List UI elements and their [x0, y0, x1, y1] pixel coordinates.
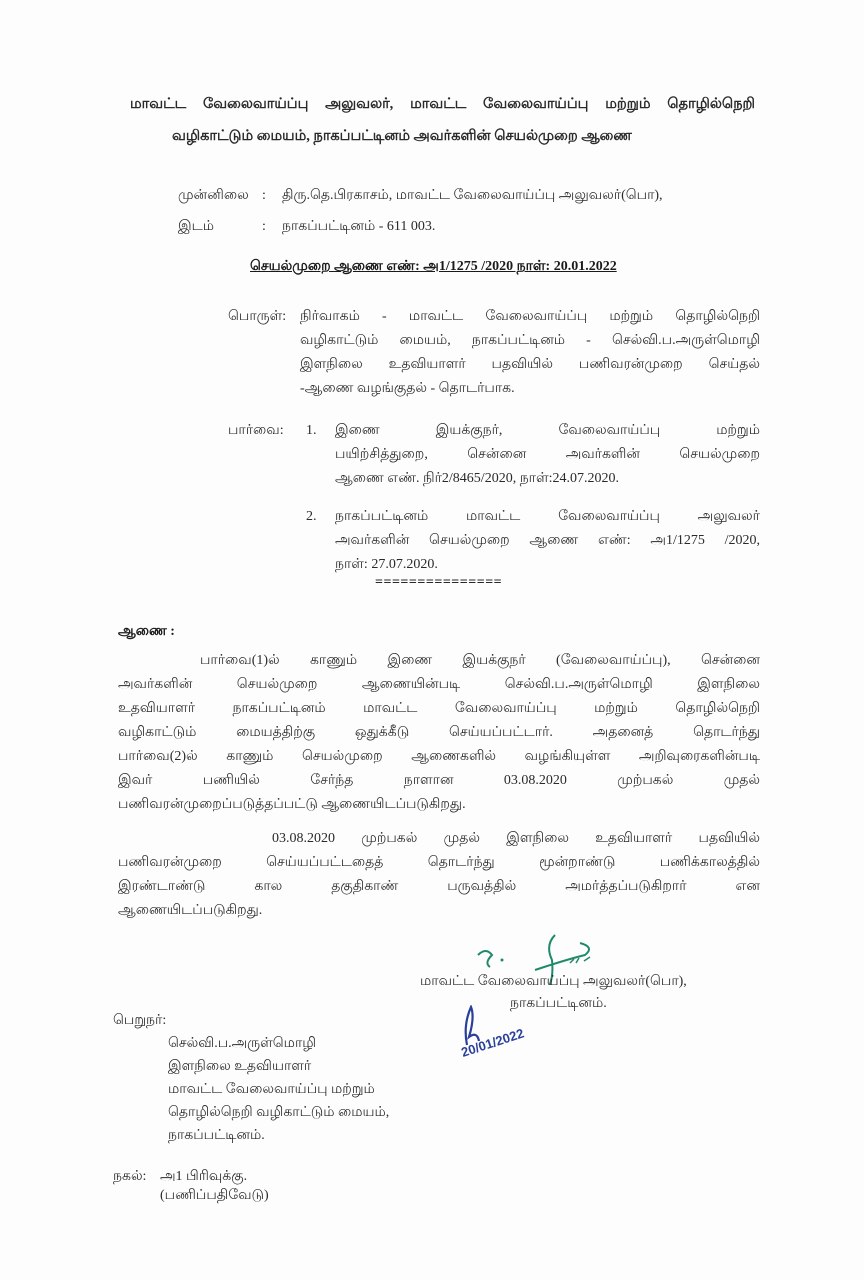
- reference-line: அவர்களின் செயல்முறை ஆணை எண்: அ1/1275 /2020,: [335, 533, 760, 548]
- order-para1-line: அவர்களின் செயல்முறை ஆணையின்படி செல்வி.ப.அருள்மொழி இளநிலை: [118, 677, 760, 692]
- signatory-place: நாகப்பட்டினம்.: [510, 996, 607, 1011]
- copy-label: நகல்:: [113, 1169, 147, 1184]
- reference-line: ஆணை எண். நிர்2/8465/2020, நாள்:24.07.2020.: [335, 471, 620, 486]
- subject-label: பொருள்:: [228, 309, 287, 324]
- order-para1-line: பார்வை(1)ல் காணும் இணை இயக்குநர் (வேலைவாய்ப்பு), சென்னை: [200, 653, 760, 668]
- recipient-line: இளநிலை உதவியாளர்: [168, 1059, 312, 1074]
- presence-colon: :: [262, 188, 266, 203]
- subject-line: வழிகாட்டும் மையம், நாகப்பட்டினம் - செல்வி.ப.அருள்மொழி: [300, 333, 760, 348]
- handwritten-date: 20/01/2022: [459, 1025, 526, 1060]
- initial-with-date: [455, 1005, 545, 1065]
- recipient-line: மாவட்ட வேலைவாய்ப்பு மற்றும்: [168, 1082, 375, 1097]
- order-para2-line: 03.08.2020 முற்பகல் முதல் இளநிலை உதவியாளர் பதவியில்: [272, 831, 760, 846]
- reference-line: நாள்: 27.07.2020.: [335, 557, 438, 572]
- subject-line: -ஆணை வழங்குதல் - தொடர்பாக.: [300, 381, 515, 396]
- order-para1-line: பார்வை(2)ல் காணும் செயல்முறை ஆணைகளில் வழங்கியுள்ள அறிவுரைகளின்படி: [118, 749, 760, 764]
- reference-line: இணை இயக்குநர், வேலைவாய்ப்பு மற்றும்: [335, 423, 760, 438]
- recipient-label: பெறுநர்:: [113, 1013, 167, 1028]
- separator: ===============: [375, 575, 503, 590]
- order-para2-line: ஆணையிடப்படுகிறது.: [118, 903, 263, 918]
- order-para1-line: பணிவரன்முறைப்படுத்தப்பட்டு ஆணையிடப்படுகிறது.: [118, 797, 466, 812]
- recipient-line: செல்வி.ப.அருள்மொழி: [168, 1036, 317, 1051]
- copy-line: அ1 பிரிவுக்கு.: [160, 1169, 248, 1184]
- order-label: ஆணை :: [118, 624, 175, 639]
- order-para1-line: இவர் பணியில் சேர்ந்த நாளான 03.08.2020 முற்பகல் முதல்: [118, 773, 760, 788]
- place-label: இடம்: [178, 219, 215, 234]
- references-label: பார்வை:: [228, 423, 284, 438]
- presence-label: முன்னிலை: [178, 188, 249, 203]
- reference-number: 1.: [306, 423, 317, 438]
- order-para1-line: உதவியாளர் நாகப்பட்டினம் மாவட்ட வேலைவாய்ப்பு மற்றும் தொழில்நெறி: [118, 701, 760, 716]
- recipient-line: நாகப்பட்டினம்.: [168, 1128, 265, 1143]
- reference-number: 2.: [306, 509, 317, 524]
- order-para2-line: பணிவரன்முறை செய்யப்பட்டதைத் தொடர்ந்து மூன்றாண்டு பணிக்காலத்தில்: [118, 855, 760, 870]
- place-value: நாகப்பட்டினம் - 611 003.: [282, 219, 436, 234]
- subject-line: இளநிலை உதவியாளர் பதவியில் பணிவரன்முறை செய்தல்: [300, 357, 760, 372]
- reference-line: பயிற்சித்துறை, சென்னை அவர்களின் செயல்முறை: [335, 447, 760, 462]
- title-line-1: மாவட்ட வேலைவாய்ப்பு அலுவலர், மாவட்ட வேலைவாய்ப்பு மற்றும் தொழில்நெறி: [130, 96, 755, 112]
- order-para1-line: வழிகாட்டும் மையத்திற்கு ஒதுக்கீடு செய்யப்பட்டார். அதனைத் தொடர்ந்து: [118, 725, 760, 740]
- reference-line: நாகப்பட்டினம் மாவட்ட வேலைவாய்ப்பு அலுவலர்: [335, 509, 760, 524]
- title-line-2: வழிகாட்டும் மையம், நாகப்பட்டினம் அவர்களின் செயல்முறை ஆணை: [172, 128, 632, 144]
- subject-line: நிர்வாகம் - மாவட்ட வேலைவாய்ப்பு மற்றும் தொழில்நெறி: [300, 309, 760, 324]
- place-colon: :: [262, 219, 266, 234]
- signatory-designation: மாவட்ட வேலைவாய்ப்பு அலுவலர்(பொ),: [420, 974, 687, 989]
- order-number: செயல்முறை ஆணை எண்: அ1/1275 /2020 நாள்: 20.01.2022: [250, 259, 617, 274]
- copy-line: (பணிப்பதிவேடு): [160, 1188, 269, 1203]
- recipient-line: தொழில்நெறி வழிகாட்டும் மையம்,: [168, 1105, 390, 1120]
- presence-value: திரு.தெ.பிரகாசம், மாவட்ட வேலைவாய்ப்பு அலுவலர்(பொ),: [282, 188, 663, 203]
- order-para2-line: இரண்டாண்டு கால தகுதிகாண் பருவத்தில் அமர்த்தப்படுகிறார் என: [118, 879, 760, 894]
